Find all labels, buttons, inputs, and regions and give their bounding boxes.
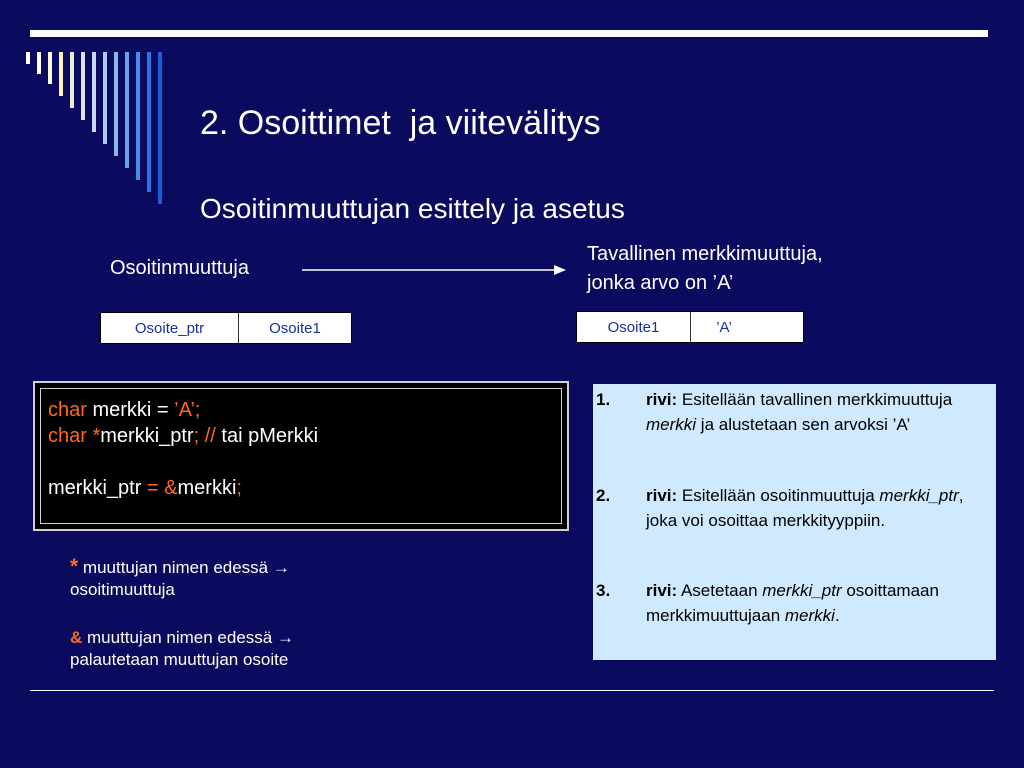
deco-bar [136,52,140,180]
arrow-right-icon: → [276,628,294,647]
deco-bar [103,52,107,144]
code-semicolon: ; [236,477,242,499]
char-variable-label [587,240,823,298]
code-ident: merkki [177,477,237,499]
note-ampersand [70,627,294,671]
list-text-part: Asetetaan [677,581,763,600]
slide-title: 2. Osoittimet ja viitevälitys [200,104,601,142]
note-text: muuttujan nimen edessä [78,558,273,577]
code-comment-text: tai pMerkki [215,425,319,447]
code-semicolon: ; [193,425,200,447]
code-semicolon: ; [194,399,201,421]
arrow-right-icon: → [272,558,290,577]
note-text-2: palautetaan muuttujan osoite [70,650,289,669]
deco-bar [114,52,118,156]
list-text [646,578,976,628]
deco-bar [37,52,41,74]
code-line-3 [48,475,554,501]
list-number: 1. [596,390,611,409]
top-rule [30,30,988,37]
code-line-1 [48,397,554,423]
list-text-part: , joka voi osoittaa merkkityyppiin. [646,486,964,530]
list-text [646,387,976,437]
note-star [70,556,290,601]
list-text-part: ja alustetaan sen arvoksi ’A’ [696,415,911,434]
deco-bar [26,52,30,64]
code-line-2 [48,423,554,449]
code-ident: merkki = [86,399,175,421]
list-number: 3. [596,581,611,600]
code-keyword: char [48,425,87,447]
pointer-variable-label: Osoitinmuuttuja [110,257,249,279]
code-block [33,381,569,531]
deco-bar [70,52,74,108]
slide-subtitle: Osoitinmuuttujan esittely ja asetus [200,193,625,224]
deco-bar [81,52,85,120]
code-blank-line [48,449,554,475]
deco-bar [158,52,162,204]
code-comment-marker: // [199,425,216,447]
code-ampersand: & [164,477,178,499]
code-equals: = [146,477,165,499]
list-text-part: Esitellään tavallinen merkkimuuttuja [677,390,953,409]
deco-bar [92,52,96,132]
deco-bar [125,52,129,168]
list-text-part: . [834,606,840,625]
char-box-name: Osoite1 [577,312,691,342]
arrow-right-icon [300,260,568,280]
ptr-box-name: Osoite_ptr [101,313,239,343]
note-symbol: * [70,555,79,578]
list-lead: rivi: [646,390,678,409]
explanation-list [593,384,996,660]
code-star: * [86,425,101,447]
list-lead: rivi: [646,581,678,600]
ptr-box-value: Osoite1 [269,319,321,337]
note-symbol: & [70,628,83,647]
list-text-part: osoittamaan merkkimuuttujaan [646,581,939,625]
code-ident: merkki_ptr [100,425,194,447]
char-label-line2: jonka arvo on ’A’ [587,272,734,294]
code-keyword: char [48,399,87,421]
deco-bar [59,52,63,96]
list-text-part: Esitellään osoitinmuuttuja [677,486,880,505]
list-emphasis: merkki [784,606,835,625]
deco-bar [147,52,151,192]
list-text [646,483,976,533]
note-text-2: osoitimuuttuja [70,580,175,599]
char-memory-box [576,311,804,343]
list-emphasis: merkki_ptr [879,486,959,505]
code-inner [40,388,562,524]
list-number: 2. [596,486,611,505]
bottom-rule [30,690,994,691]
deco-bar [48,52,52,84]
list-lead: rivi: [646,486,678,505]
list-emphasis: merkki [646,415,697,434]
code-literal: ’A’ [174,399,195,421]
list-emphasis: merkki_ptr [762,581,842,600]
code-ident: merkki_ptr [48,477,147,499]
char-box-value: ’A’ [716,318,732,336]
char-label-line1: Tavallinen merkkimuuttuja, [587,243,823,265]
note-text: muuttujan nimen edessä [82,628,277,647]
pointer-memory-box [100,312,352,344]
